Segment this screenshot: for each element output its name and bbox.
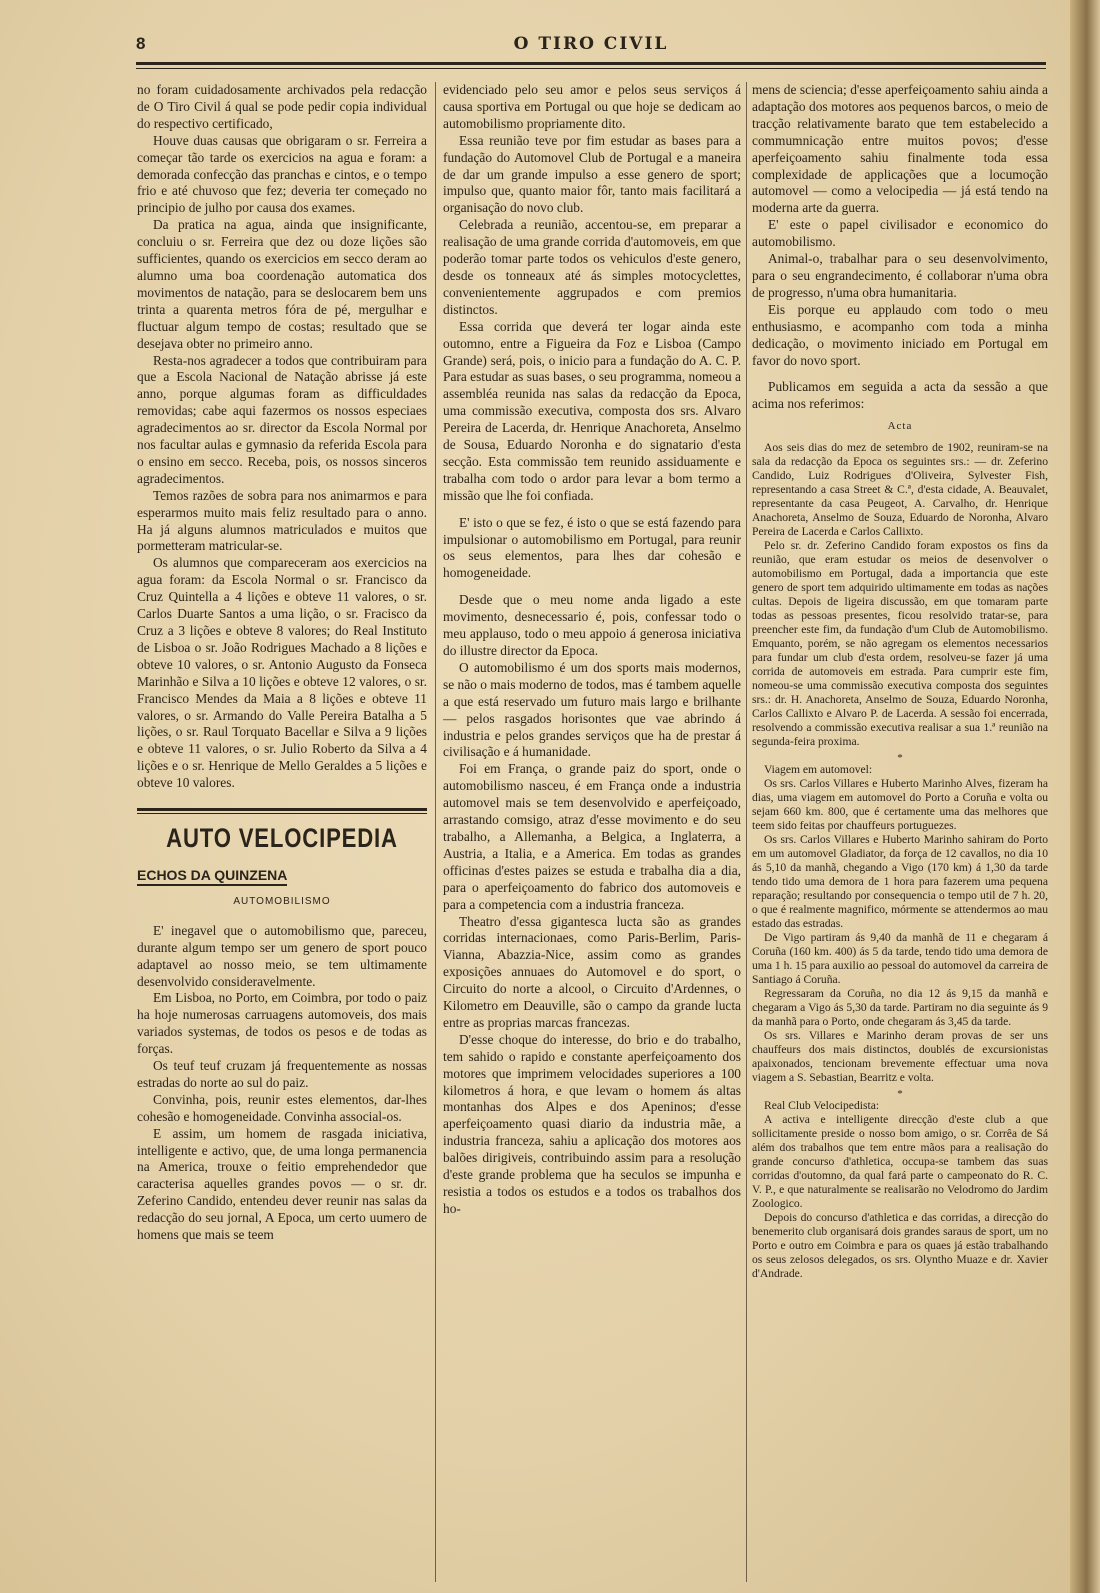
paragraph: E' isto o que se fez, é isto o que se está fazendo para impulsionar o automobilismo em Portugal, para reunir os seus elementos, para lhes dar cohesão e homogeneidade. (443, 514, 741, 581)
paragraph: Os srs. Villares e Marinho deram provas de ser uns chauffeurs dos mais distinctos, doublés de excursionistas apaixonados, tencionam brevemente effectuar uma nova viagem a S. Sebastian, Bearritz e volta. (752, 1029, 1048, 1085)
paragraph: Os srs. Carlos Villares e Huberto Marinho sahiram do Porto em um automovel Gladiator, da força de 12 cavallos, no dia 10 ás 5,10 da manhã, chegando a Vigo (170 km) á 1,30 da tarde tendo tido uma demora de 1 hora para fazerem uma pequena reparação; resultando por consequencia o tempo util de 7 h. 20, o que é realmente magnifico, mórmente se attendermos ao mau estado das estradas. (752, 833, 1048, 931)
header-rule-thick (136, 62, 1046, 65)
paragraph: O automobilismo é um dos sports mais modernos, se não o mais moderno de todos, mas é tambem aquelle a que está reservado um futuro mais largo e brilhante — pelos rasgados horisontes que vae abrindo á industria e pelos grandes serviços que ha de prestar á civilisação e á humanidade. (443, 659, 741, 760)
page-edge-shadow (1070, 0, 1100, 1593)
paragraph: Os alumnos que compareceram aos exercicios na agua foram: da Escola Normal o sr. Francisco da Cruz Quintella a 4 lições e obteve 11 valores, o sr. Carlos Duarte Santos a uma lição, o sr. Fracisco da Cruz a 3 lições e obteve 8 valores; do Real Instituto de Lisboa o sr. João Rodrigues Machado a 8 lições e obteve 10 valores, o sr. Antonio Augusto da Fonseca Marinhão e Silva a 10 lições e obteve 12 valores, o sr. Francisco Mendes da Maia a 8 lições e obteve 11 valores, o sr. Armando do Valle Pereira Batalha a 5 lições, o sr. Raul Torquato Bacellar e Silva a 9 lições e obteve 11 valores, o sr. Julio Roberto da Silva a 4 lições e o sr. Henrique de Mello Geraldes a 5 lições e obteve 10 valores. (137, 555, 427, 791)
acta-title: Acta (887, 420, 913, 433)
paragraph: Depois do concurso d'athletica e das corridas, a direcção do benemerito club organisará dois grandes saraus de sport, um no Porto e outro em Coimbra e para os quaes já estão trabalhando os seus zelosos delegados, os srs. Olyntho Muaze e dr. Xavier d'Andrade. (752, 1211, 1048, 1281)
column-1 (137, 82, 427, 1582)
paragraph: Celebrada a reunião, accentou-se, em preparar a realisação de uma grande corrida d'automoveis, em que poderão tomar parte todos os vehiculos d'este genero, desde os tonneaux até ás simples motocyclettes, convenientemente aggrupados e com premios distinctos. (443, 217, 741, 317)
paragraph: no foram cuidadosamente archivados pela redacção de O Tiro Civil á qual se pode pedir copia individual do respectivo certificado, (137, 82, 427, 131)
paragraph: Temos razões de sobra para nos animarmos e para esperarmos muito mais feliz resultado para o anno. Ha já alguns alumnos matriculados e muitos que pormetteram matricular-se. (137, 487, 427, 554)
paragraph: E' inegavel que o automobilismo que, pareceu, durante algum tempo ser um genero de sport pouco adaptavel ao nosso meio, se tem ultimamente desenvolvido consideravelmente. (137, 922, 427, 989)
kicker-label: AUTOMOBILISMO (233, 895, 331, 907)
column-2 (443, 82, 741, 1582)
masthead-title: O TIRO CIVIL (513, 34, 669, 54)
column-divider-2 (746, 82, 747, 1582)
paragraph: De Vigo partiram ás 9,40 da manhã de 11 e chegaram á Coruña (160 km. 400) ás 5 da tarde, tendo tido uma demora de uma 1 h. 15 para auxilio ao pessoal do automovel da carreira de Santiago á Coruña. (752, 931, 1048, 987)
paragraph: Regressaram da Coruña, no dia 12 ás 9,15 da manhã e chegaram a Vigo ás 5,30 da tarde. Partiram no dia seguinte ás 9 da manhã para o Porto, onde chegaram ás 3,45 da tarde. (752, 987, 1048, 1029)
paragraph: Convinha, pois, reunir estes elementos, dar-lhes cohesão e homogeneidade. Convinha associal-os. (137, 1091, 427, 1124)
page-header (136, 30, 1046, 74)
subheading: Real Club Velocipedista: (764, 1099, 880, 1113)
acta-block (752, 419, 1048, 1281)
paragraph: Os srs. Carlos Villares e Huberto Marinho Alves, fizeram ha dias, uma viagem em automovel do Porto a Coruña e volta ou sejam 660 km. 800, que é certamente uma das melhores que teem sido feitas por chauffeurs portuguezes. (752, 777, 1048, 833)
paragraph: evidenciado pelo seu amor e pelos seus serviços á causa sportiva em Portugal ou que hoje se dedicam ao automobilismo propriamente dito. (443, 82, 741, 131)
paragraph: Da pratica na agua, ainda que insignificante, concluiu o sr. Ferreira que dez ou doze lições são sufficientes, quando os exercicios em secco deram ao alumno uma boa coordenação automatica dos movimentos de natação, para se deslocarem bem uns trinta a quarenta metros fóra de pé, mergulhar e fluctuar algum tempo de costas; resultado que se desejava obter no primeiro anno. (137, 217, 427, 351)
paragraph: E assim, um homem de rasgada iniciativa, intelligente e activo, que, de uma longa permanencia na America, trouxe o feitio emprehendedor que caracterisa aquelles grandes povos — o sr. dr. Zeferino Candido, entendeu dever reunir nas salas da redacção do seu jornal, A Epoca, um certo uumero de homens que mais se teem (137, 1125, 427, 1243)
paragraph: Resta-nos agradecer a todos que contribuiram para que a Escola Nacional de Natação abrisse já este anno, porque algumas foram as difficuldades removidas; cabe aqui fazermos os nossos especiaes agradecimentos ao sr. director da Escola Normal por nos facultar aulas e gymnasio da referida Escola para o ensino em secco. Receba, pois, os nossos sinceros agradecimentos. (137, 352, 427, 486)
paragraph: D'esse choque do interesse, do brio e do trabalho, tem sahido o rapido e constante aperfeiçoamento dos motores que imprimem velocidades superiores a 100 kilometros á hora, e que levam o homem ás altas montanhas dos Alpes e dos Apeninos; d'esse aperfeiçoamento quasi diario da industria mãe, a industria franceza, sahiu a aplicação dos motores aos balões dirigiveis, contribuindo assim para a resolução d'este grande problema que ha seculos se impunha e resistia a todos os estudos e a todos os trabalhos dos ho- (443, 1031, 741, 1216)
paragraph: Essa corrida que deverá ter logar ainda este outomno, entre a Figueira da Foz e Lisboa (Campo Grande) será, pois, o inicio para a fundação do A. C. P. Para estudar as suas bases, o seu programma, nomeou a assembléa reunida nas salas da redacção da Epoca, uma commissão executiva, composta dos srs. Alvaro Pereira de Lacerda, dr. Henrique Anachoreta, Anselmo de Sousa, Eduardo Noronha e do signatario d'esta secção. Esta commissão tem reunido assiduamente e trabalha com todo o ardor para levar a bom termo a missão que lhe foi confiada. (443, 318, 741, 503)
paragraph: Aos seis dias do mez de setembro de 1902, reuniram-se na sala da redacção da Epoca os seguintes srs.: — dr. Zeferino Candido, Luiz Rodrigues d'Oliveira, Sylvester Fish, representando a casa Street & C.ª, d'esta cidade, A. Beauvalet, representante da casa Peugeot, A. Carvalho, dr. Henrique Anachoreta, Anselmo de Souza, Eduardo de Noronha, Alvaro Pereira de Lacerda e Carlos Callixto. (752, 441, 1048, 539)
subsection-title: ECHOS DA QUINZENA (137, 867, 287, 886)
section-title: AUTO VELOCIPEDIA (166, 823, 398, 854)
section-rule (137, 808, 427, 814)
paragraph: Houve duas causas que obrigaram o sr. Ferreira a começar tão tarde os exercicios na agua e foram: a demorada confecção das pranchas e cintos, e o tempo frio e até chuvoso que fez; deveria ter começado no principio de julho por causa dos exames. (137, 132, 427, 216)
paragraph: Os teuf teuf cruzam já frequentemente as nossas estradas do norte ao sul do paiz. (137, 1058, 427, 1090)
paragraph: Theatro d'essa gigantesca lucta são as grandes corridas internacionaes, como Paris-Berlim, Paris-Vianna, Abazzia-Nice, assim como as grandes exposições annuaes do Automovel e do sport, o Circuito do norte a alcool, o Circuito d'Ardennes, o Kilometro em Deauville, são o campo da grande lucta entre as proprias marcas francezas. (443, 913, 741, 1030)
subheading: Viagem em automovel: (764, 763, 873, 777)
paragraph: Em Lisboa, no Porto, em Coimbra, por todo o paiz ha hoje numerosas carruagens automoveis, dos mais variados systemas, de todos os pesos e de todas as forças. (137, 990, 427, 1057)
separator-star: * (897, 752, 903, 765)
paragraph: E' este o papel civilisador e economico do automobilismo. (752, 217, 1048, 250)
separator-star: * (897, 1088, 903, 1101)
paragraph: Animal-o, trabalhar para o seu desenvolvimento, para o seu engrandecimento, é collaborar n'uma obra de progresso, n'uma obra humanitaria. (752, 251, 1048, 300)
paragraph: Eis porque eu applaudo com todo o meu enthusiasmo, e acompanho com toda a minha dedicação, o movimento iniciado em Portugal em favor do novo sport. (752, 301, 1048, 368)
paragraph: Pelo sr. dr. Zeferino Candido foram expostos os fins da reunião, que eram estudar os meios de desenvolver o automobilismo em Portugal, dada a importancia que este genero de sport tem adquirido ultimamente em todas as nações cultas. Depois de ligeira discussão, em que tomaram parte todas as pessoas presentes, ficou resolvido tratar-se, para preencher este fim, da fundação d'um Club de Automobilismo. Emquanto, porém, se não agregam os elementos necessarios para fundar um club d'esta ordem, resolveu-se fazer já uma corrida de automoveis em estrada. Para cumprir este fim, nomeou-se uma commissão executiva composta dos seguintes srs.: dr. H. Anachoreta, Anselmo de Souza, Eduardo Noronha, Carlos Callixto e Alvaro P. de Lacerda. A sessão foi encerrada, resolvendo a commissão executiva realisar a sua 1.ª reunião na segunda-feira proxima. (752, 539, 1048, 749)
paragraph: Foi em França, o grande paiz do sport, onde o automobilismo nasceu, é em França onde a industria automovel mais se tem desenvolvido e aperfeiçoado, arrastando comsigo, atraz d'esse movimento e do seu trabalho, a Allemanha, a Belgica, a Inglaterra, a Austria, a Italia, e a America. Em todas as grandes officinas d'estes paizes se estuda e trabalha dia a dia, para o aperfeiçoamento do fabrico dos automoveis e para a competencia com a industria franceza. (443, 761, 741, 912)
paragraph: Publicamos em seguida a acta da sessão a que acima nos referimos: (752, 379, 1048, 412)
paragraph: Essa reunião teve por fim estudar as bases para a fundação do Automovel Club de Portugal e a maneira de dar um grande impulso a esse genero de sport; impulso que, quanto maior fôr, tanto mais facilitará a organisação do novo club. (443, 132, 741, 216)
column-3 (752, 82, 1048, 1582)
paragraph: mens de sciencia; d'esse aperfeiçoamento sahiu ainda a adaptação dos motores aos pequenos barcos, o meio de tracção relativamente barato que tem estabelecido a commumnicação entre muitos povos; d'esse aperfeiçoamento sahiu finalmente toda essa complexidade de applicações que a locumoção automovel — como a velocipedia — já está tendo na moderna arte da guerra. (752, 82, 1048, 216)
header-rule-thin (136, 68, 1046, 69)
column-divider-1 (435, 82, 436, 1582)
paragraph: Desde que o meu nome anda ligado a este movimento, desnecessario é, pois, confessar todo o meu applauso, todo o meu appoio á generosa iniciativa do illustre director da Epoca. (443, 592, 741, 658)
page-number: 8 (136, 34, 146, 53)
paragraph: A activa e intelligente direcção d'este club a que sollicitamente preside o nosso bom amigo, o sr. Corrêa de Sá além dos trabalhos que tem entre mãos para a realisação do grande concurso d'athletica, occupa-se tambem das suas corridas d'outomno, da qual fará parte o campeonato do R. C. V. P., e que naturalmente se realisarão no Velodromo do Jardim Zoologico. (752, 1113, 1048, 1211)
